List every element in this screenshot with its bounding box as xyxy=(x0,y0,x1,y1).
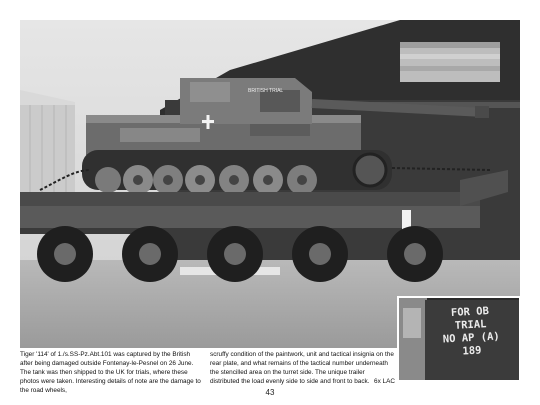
stencil-line-4: 189 xyxy=(462,344,482,358)
inset-photo xyxy=(397,296,521,382)
turret-marking: BRITISH TRIAL xyxy=(248,88,284,94)
caption-column-1: Tiger '114' of 1./s.SS-Pz.Abt.101 was captured by the British after being damaged outside Fontenay-le-Pesnel on 26 June. The tank was then shipped to the UK for trials, where these photos were taken. Interesting details of note are the damage to the road wheels, xyxy=(20,351,201,394)
stencil-line-3: NO AP (A) xyxy=(442,330,501,346)
stencil-text xyxy=(428,304,515,360)
stencil-line-1: FOR OB xyxy=(450,305,490,320)
page-number: 43 xyxy=(265,388,275,397)
caption-column-2: scruffy condition of the paintwork, unit and tactical insignia on the rear plate, and what remains of the tactical number underneath the stencilled area on the turret side. The unique trailer distributed the load evenly side to side and front to back. xyxy=(210,351,394,385)
photo-credit: 6x LAC xyxy=(374,378,395,385)
stencil-line-2: TRIAL xyxy=(454,318,487,332)
